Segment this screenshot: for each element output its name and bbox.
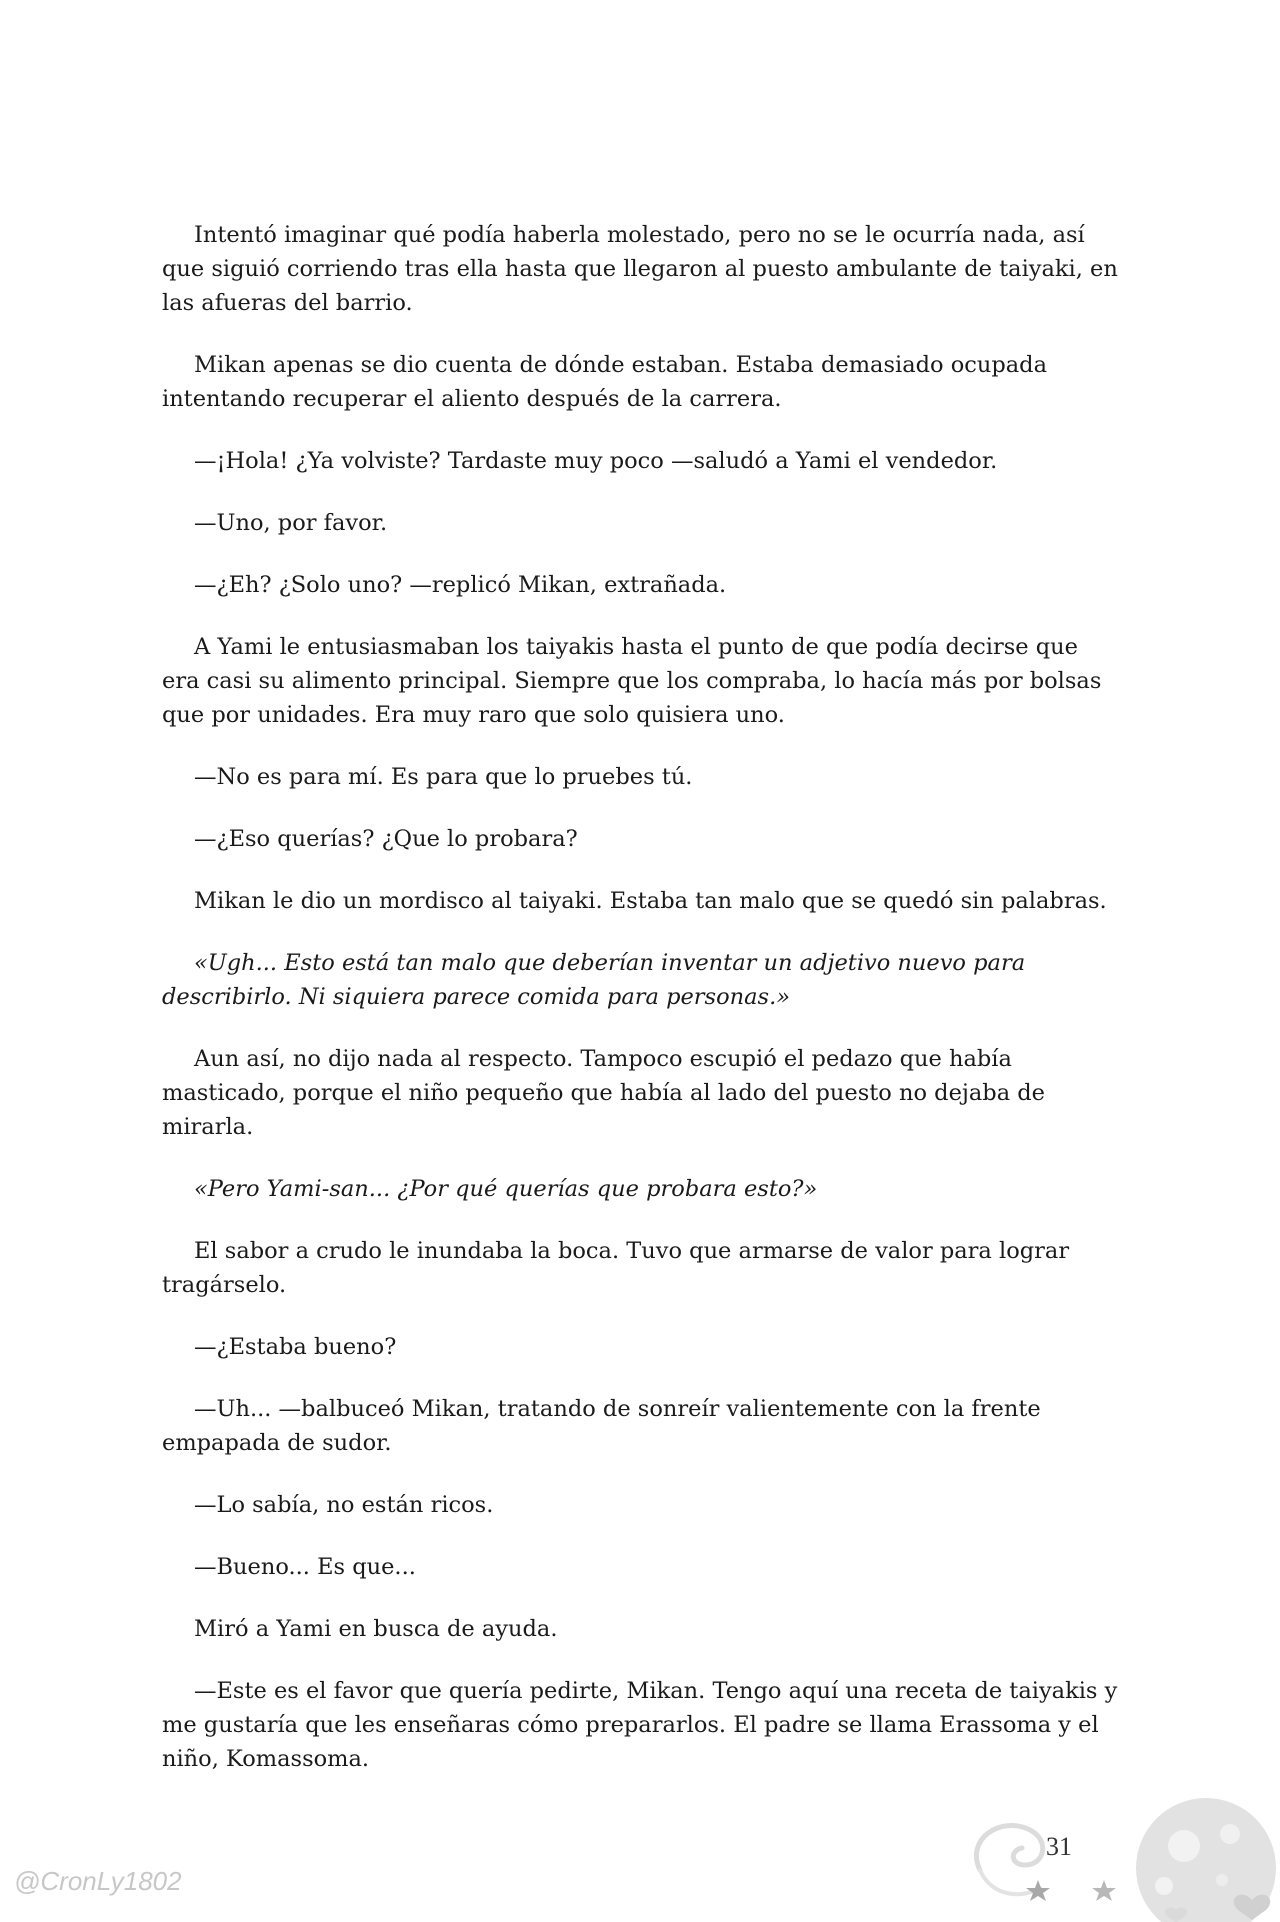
paragraph: Miró a Yami en busca de ayuda. — [194, 1616, 558, 1642]
paragraph: Intentó imaginar qué podía haberla molestado, pero no se le ocurría nada, así que siguió corriendo tras ella hasta que llegaron al puesto ambulante de taiyaki, en las afueras del barrio. — [162, 222, 1118, 316]
paragraph: A Yami le entusiasmaban los taiyakis hasta el punto de que podía decirse que era casi su alimento principal. Siempre que los compraba, lo hacía más por bolsas que por unidades. Era muy raro que solo quisiera uno. — [162, 634, 1102, 728]
paragraph: Mikan le dio un mordisco al taiyaki. Estaba tan malo que se quedó sin palabras. — [194, 888, 1107, 914]
paragraph: —Uno, por favor. — [194, 510, 388, 536]
paragraph: —Bueno... Es que... — [194, 1554, 416, 1580]
paragraph: —Uh... —balbuceó Mikan, tratando de sonreír valientemente con la frente empapada de sudor. — [162, 1396, 1041, 1456]
page-number: 31 — [1046, 1832, 1072, 1861]
swirl-decoration — [976, 1826, 1042, 1870]
moon-star-swirl-icon — [960, 1760, 1280, 1922]
right-star-icon — [1092, 1880, 1116, 1901]
moon-crater-large — [1168, 1830, 1200, 1862]
paragraph: —Lo sabía, no están ricos. — [194, 1492, 494, 1518]
paragraph: —¿Eso querías? ¿Que lo probara? — [194, 826, 578, 852]
moon-crater-mid — [1220, 1824, 1240, 1844]
paragraph: —Este es el favor que quería pedirte, Mikan. Tengo aquí una receta de taiyakis y me gustaría que les enseñaras cómo prepararlos. El padre se llama Erassoma y el niño, Komassoma. — [162, 1678, 1118, 1772]
paragraph: —¡Hola! ¿Ya volviste? Tardaste muy poco —saludó a Yami el vendedor. — [194, 448, 998, 474]
paragraph: —¿Estaba bueno? — [194, 1334, 397, 1360]
page-body — [162, 218, 1118, 1804]
paragraph: Mikan apenas se dio cuenta de dónde estaban. Estaba demasiado ocupada intentando recuperar el aliento después de la carrera. — [162, 352, 1047, 412]
italic-thought-paragraph: «Pero Yami-san... ¿Por qué querías que probara esto?» — [194, 1176, 818, 1202]
left-star-icon — [1026, 1880, 1050, 1901]
italic-thought-paragraph: «Ugh... Esto está tan malo que deberían inventar un adjetivo nuevo para describirlo. Ni siquiera parece comida para personas.» — [162, 950, 1026, 1010]
moon-crater-small — [1155, 1877, 1173, 1895]
paragraph: —No es para mí. Es para que lo pruebes tú. — [194, 764, 693, 790]
paragraph: Aun así, no dijo nada al respecto. Tampoco escupió el pedazo que había masticado, porque el niño pequeño que había al lado del puesto no dejaba de mirarla. — [162, 1046, 1045, 1140]
paragraph: —¿Eh? ¿Solo uno? —replicó Mikan, extrañada. — [194, 572, 727, 598]
paragraph: El sabor a crudo le inundaba la boca. Tuvo que armarse de valor para lograr tragárselo. — [162, 1238, 1070, 1298]
moon-crater-tiny — [1216, 1874, 1228, 1886]
watermark: @CronLy1802 — [14, 1866, 182, 1896]
